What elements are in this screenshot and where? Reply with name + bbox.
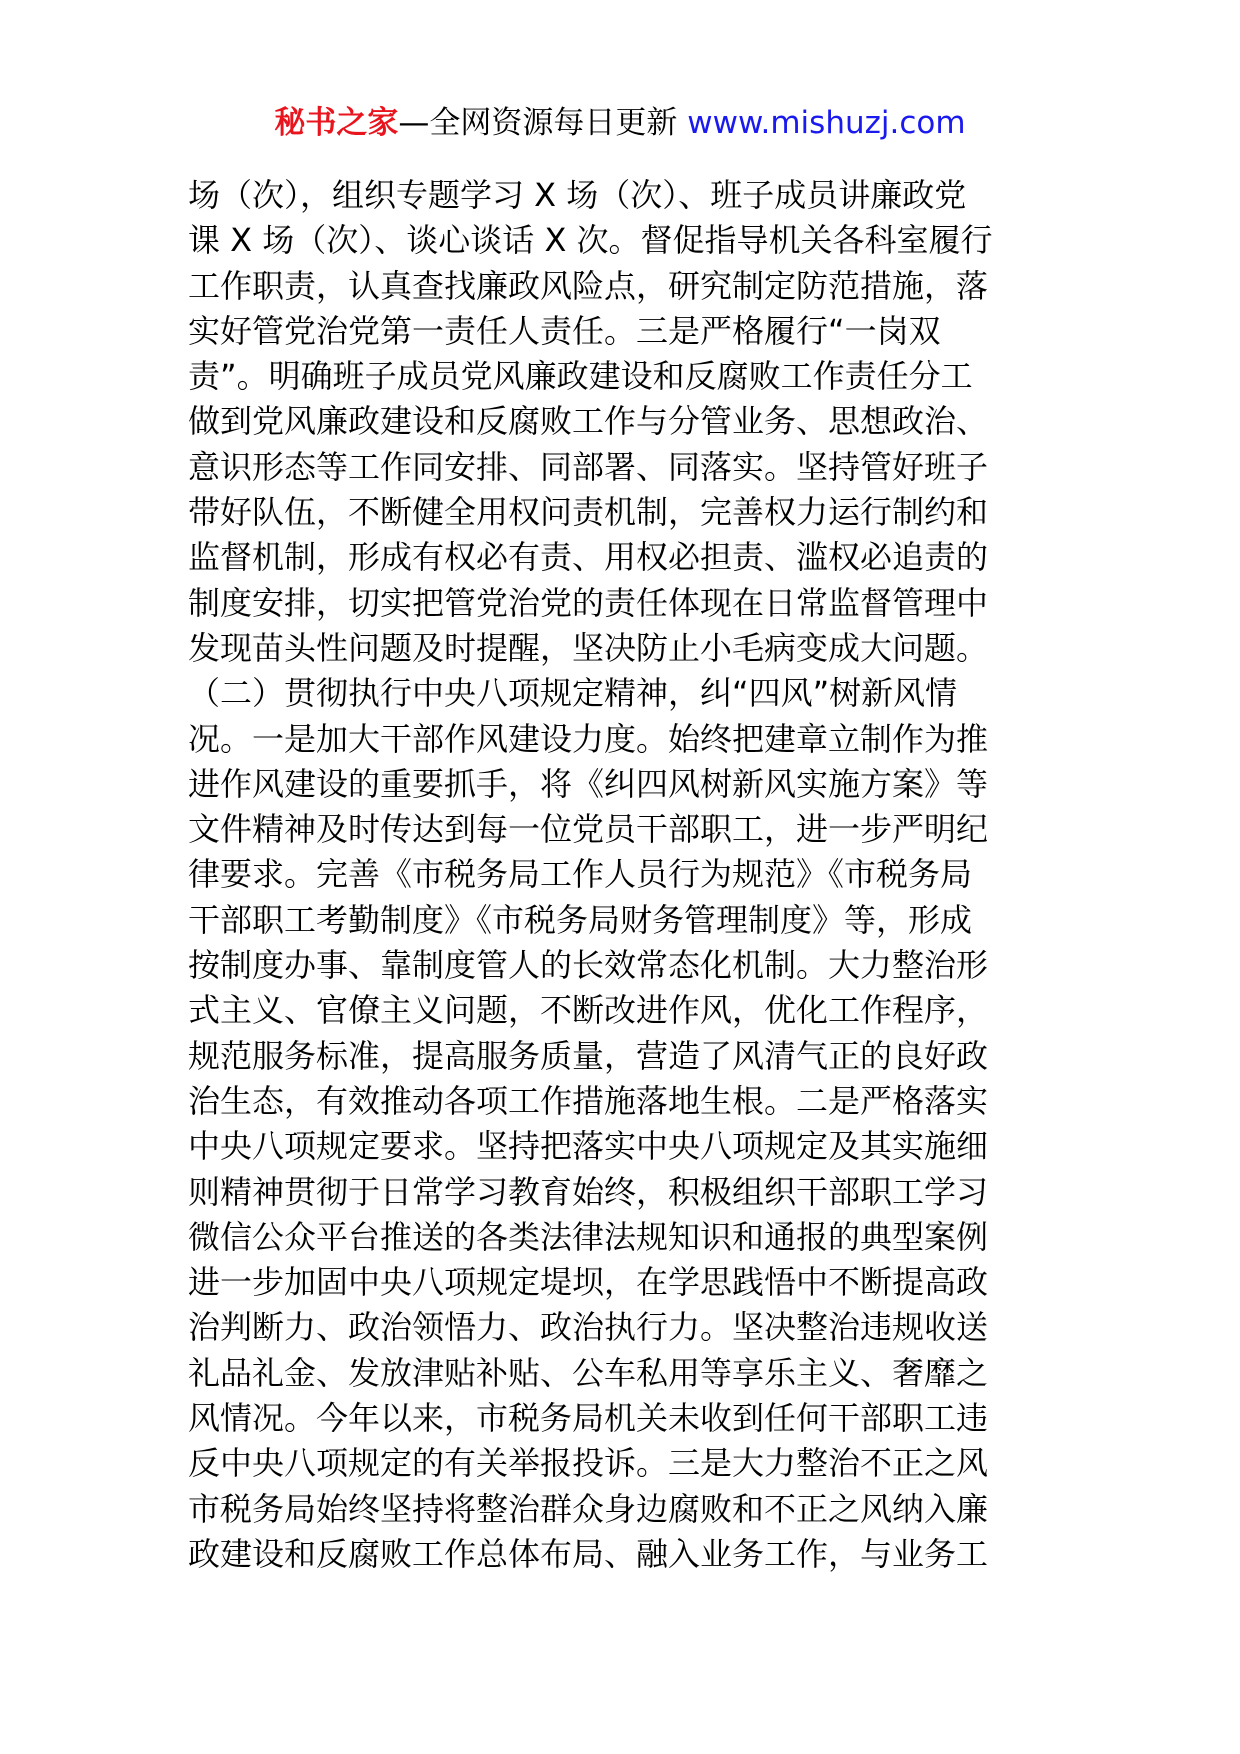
text-line: 规范服务标准，提高服务质量，营造了风清气正的良好政	[188, 1036, 989, 1075]
text-line: 进一步加固中央八项规定堤坝，在学思践悟中不断提高政	[188, 1263, 989, 1302]
text-line: 干部职工考勤制度》《市税务局财务管理制度》等，形成	[188, 900, 973, 939]
text-line: 反中央八项规定的有关举报投诉。三是大力整治不正之风	[188, 1444, 989, 1483]
text-line: 场（次），组织专题学习 X 场（次）、班子成员讲廉政党	[188, 176, 967, 214]
text-line: 进作风建设的重要抓手，将《纠四风树新风实施方案》等	[188, 764, 989, 803]
text-line: 则精神贯彻于日常学习教育始终，积极组织干部职工学习	[188, 1172, 989, 1211]
site-url-link[interactable]: www.mishuzj.com	[687, 105, 966, 141]
text-line: 微信公众平台推送的各类法律法规知识和通报的典型案例	[188, 1217, 989, 1256]
text-line: 文件精神及时传达到每一位党员干部职工，进一步严明纪	[188, 810, 989, 849]
text-line: 按制度办事、靠制度管人的长效常态化机制。大力整治形	[188, 946, 989, 985]
text-line: 意识形态等工作同安排、同部署、同落实。坚持管好班子	[188, 447, 989, 486]
text-line: 礼品礼金、发放津贴补贴、公车私用等享乐主义、奢靡之	[188, 1353, 989, 1392]
text-line: 发现苗头性问题及时提醒，坚决防止小毛病变成大问题。	[188, 628, 989, 667]
text-line: 治判断力、政治领悟力、政治执行力。坚决整治违规收送	[188, 1308, 989, 1347]
text-line: 中央八项规定要求。坚持把落实中央八项规定及其实施细	[188, 1127, 989, 1166]
text-line: 市税务局始终坚持将整治群众身边腐败和不正之风纳入廉	[188, 1489, 989, 1528]
text-line: 治生态，有效推动各项工作措施落地生根。二是严格落实	[188, 1081, 989, 1120]
text-line: 政建设和反腐败工作总体布局、融入业务工作，与业务工	[188, 1534, 989, 1573]
text-line: （二）贯彻执行中央八项规定精神，纠“四风”树新风情	[188, 674, 958, 713]
text-line: 责”。明确班子成员党风廉政建设和反腐败工作责任分工	[188, 357, 973, 396]
text-line: 式主义、官僚主义问题，不断改进作风，优化工作程序，	[188, 991, 989, 1030]
text-line: 律要求。完善《市税务局工作人员行为规范》《市税务局	[188, 855, 973, 894]
text-line: 制度安排，切实把管党治党的责任体现在日常监督管理中	[188, 583, 989, 622]
text-line: 做到党风廉政建设和反腐败工作与分管业务、思想政治、	[188, 402, 989, 441]
page-header	[0, 103, 1240, 143]
text-line: 况。一是加大干部作风建设力度。始终把建章立制作为推	[188, 719, 989, 758]
text-line: 课 X 场（次）、谈心谈话 X 次。督促指导机关各科室履行	[188, 221, 993, 260]
document-body	[188, 173, 1058, 1577]
text-line: 实好管党治党第一责任人责任。三是严格履行“一岗双	[188, 311, 941, 350]
site-brand: 秘书之家	[274, 105, 399, 141]
text-line: 工作职责，认真查找廉政风险点，研究制定防范措施，落	[188, 266, 989, 305]
site-tagline: —全网资源每日更新	[398, 105, 688, 141]
text-line: 监督机制，形成有权必有责、用权必担责、滥权必追责的	[188, 538, 989, 577]
text-line: 风情况。今年以来，市税务局机关未收到任何干部职工违	[188, 1399, 989, 1438]
text-line: 带好队伍，不断健全用权问责机制，完善权力运行制约和	[188, 493, 989, 532]
